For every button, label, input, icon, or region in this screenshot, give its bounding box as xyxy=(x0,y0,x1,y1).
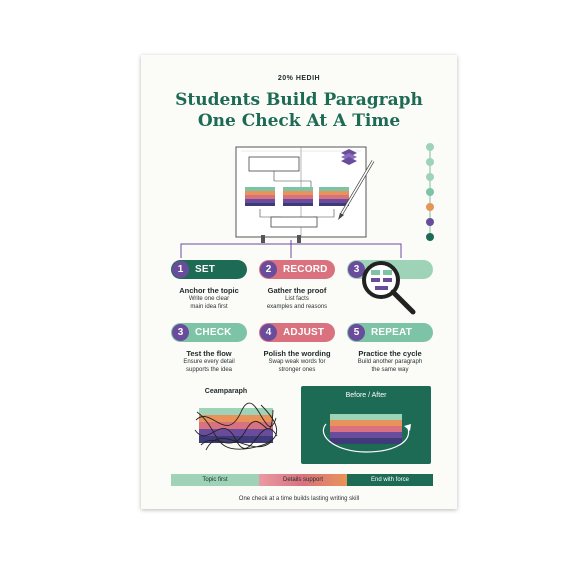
footer-caption: One check at a time builds lasting writing skill xyxy=(238,496,360,502)
step-description xyxy=(252,359,342,374)
step-title: Gather the proof xyxy=(267,286,327,295)
step-pill-adjust xyxy=(259,323,335,342)
step-title: Test the flow xyxy=(186,349,232,358)
scribbled-paragraph xyxy=(191,400,281,462)
compare-right-label: Before / After xyxy=(345,392,387,399)
band-details-support: Details support xyxy=(259,474,347,486)
step-number: 5 xyxy=(348,324,365,341)
step-desc-line: examples and reasons xyxy=(266,303,328,310)
band-end-with-force: End with force xyxy=(347,474,433,486)
step-pill-check xyxy=(171,323,247,342)
compare-left-label: Ceamparaph xyxy=(204,388,248,395)
step-desc-line: stronger ones xyxy=(278,366,316,373)
kicker: 20% HEDIH xyxy=(277,75,321,82)
compare-right-panel xyxy=(301,386,431,464)
magnifier-icon xyxy=(359,258,419,316)
step-desc-line: main idea first xyxy=(190,303,228,310)
title-line-2: One Check At A Time xyxy=(197,111,401,131)
step-number: 4 xyxy=(260,324,277,341)
step-description xyxy=(252,296,342,311)
step-label: SET xyxy=(195,264,216,275)
step-pill-record xyxy=(259,260,335,279)
step-desc-line: Write one clear xyxy=(188,296,230,302)
step-description xyxy=(164,296,254,311)
step-desc-line: Ensure every detail xyxy=(183,359,235,365)
band-topic-first: Topic first xyxy=(171,474,259,486)
step-number: 3 xyxy=(172,324,189,341)
page-title xyxy=(141,90,457,132)
step-number: 2 xyxy=(260,261,277,278)
title-line-1: Students Build Paragraph xyxy=(175,90,423,110)
step-label: ADJUST xyxy=(283,327,325,338)
branch-connectors xyxy=(171,240,431,260)
step-title: Practice the cycle xyxy=(358,349,422,358)
step-title: Polish the wording xyxy=(263,349,331,358)
stack-block-left xyxy=(245,187,275,206)
step-number: 1 xyxy=(172,261,189,278)
step-label: CHECK xyxy=(195,327,232,338)
organized-paragraph xyxy=(316,406,416,456)
progress-dots xyxy=(423,143,437,243)
poster xyxy=(141,55,457,509)
step-desc-line: Swap weak words for xyxy=(268,359,326,365)
step-pill-set xyxy=(171,260,247,279)
step-desc-line: the same way xyxy=(371,366,409,373)
step-desc-line: supports the idea xyxy=(185,366,233,373)
stack-block-right xyxy=(319,187,349,206)
step-title: Anchor the topic xyxy=(179,286,239,295)
step-label: RECORD xyxy=(283,264,328,275)
step-description xyxy=(164,359,254,374)
step-description xyxy=(345,359,435,374)
stack-block-middle xyxy=(283,187,313,206)
step-desc-line: List facts xyxy=(285,296,309,302)
notebook-illustration xyxy=(231,143,381,243)
step-label: REPEAT xyxy=(371,327,413,338)
step-desc-line: Build another paragraph xyxy=(357,359,423,365)
step-pill-repeat xyxy=(347,323,433,342)
step-number: 3 xyxy=(348,261,365,278)
